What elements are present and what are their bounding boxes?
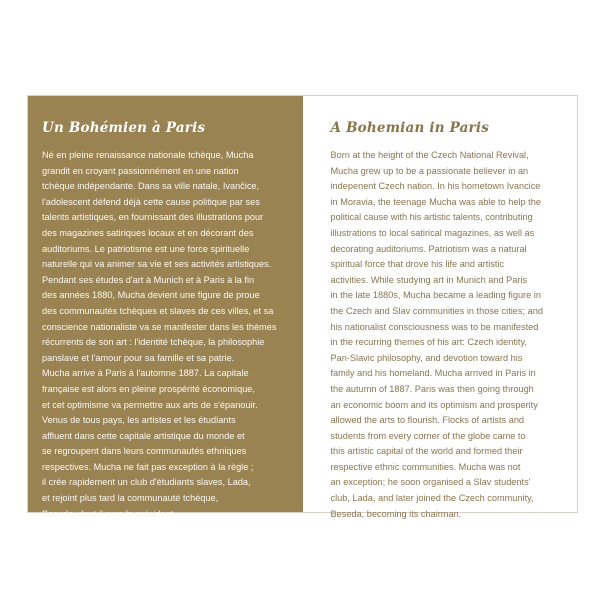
text-line: students from every corner of the globe came to xyxy=(330,430,526,441)
right-page-english xyxy=(303,96,578,519)
left-page-title: Un Bohémien à Paris xyxy=(42,120,206,136)
text-line: Mucha arrive à Paris à l'automne 1887. La capitale xyxy=(42,368,249,379)
text-line: grandit en croyant passionnément en une nation xyxy=(42,165,239,176)
book-spread xyxy=(27,95,578,519)
text-line: spiritual force that drove his life and artistic xyxy=(330,259,505,270)
right-page-body xyxy=(331,148,564,522)
text-line: an economic boom and its optimism and prosperity xyxy=(330,399,538,410)
text-line: allowed the arts to flourish. Flocks of artists and xyxy=(330,415,525,426)
text-line: respectives. Mucha ne fait pas exception à la règle ; xyxy=(42,461,254,472)
text-line: conscience nationaliste va se manifester dans les thèmes xyxy=(42,321,277,332)
text-line: l'adolescent défend déjà cette cause politique par ses xyxy=(42,196,260,207)
text-line: the autumn of 1887. Paris was then going through xyxy=(330,383,534,394)
text-line: indepenent Czech nation. In his hometown Ivancice xyxy=(330,181,541,192)
text-line: tchèque indépendante. Dans sa ville natale, Ivančice, xyxy=(42,181,260,192)
text-line: française est alors en pleine prospérité économique, xyxy=(42,383,255,394)
text-line: Pan-Slavic philosophy, and devotion toward his xyxy=(330,352,523,363)
text-line: club, Lada, and later joined the Czech community, xyxy=(330,493,534,504)
left-page-body xyxy=(42,148,289,522)
text-line: activities. While studying art in Munich and Paris xyxy=(330,274,528,285)
text-line: auditoriums. Le patriotisme est une force spirituelle xyxy=(42,243,250,254)
text-line: Pendant ses études d'art à Munich et à Paris à la fin xyxy=(42,274,255,285)
text-line: political cause with his artistic talents, contributing xyxy=(330,212,533,223)
text-line: respective ethnic communities. Mucha was not xyxy=(330,461,521,472)
text-line: Beseda, becoming its chairman. xyxy=(330,508,462,519)
text-line: Born at the height of the Czech National Revival, xyxy=(330,150,529,160)
left-page-french xyxy=(28,96,303,519)
text-line: et cet optimisme va permettre aux arts de s'épanouir. xyxy=(42,399,258,410)
text-line: et rejoint plus tard la communauté tchèque, xyxy=(42,493,219,504)
text-line: Né en pleine renaissance nationale tchèque, Mucha xyxy=(42,150,254,160)
text-line: des années 1880, Mucha devient une figure de proue xyxy=(42,290,260,301)
text-line: illustrations to local satirical magazines, as well as xyxy=(330,227,535,238)
text-line: Venus de tous pays, les artistes et les étudiants xyxy=(42,415,236,426)
text-line: Mucha grew up to be a passionate believer in an xyxy=(330,165,529,176)
text-line: this artistic capital of the world and formed their xyxy=(330,446,523,457)
text-line: talents artistiques, en fournissant des illustrations pour xyxy=(42,212,264,223)
text-line: an exception; he soon organised a Slav students' xyxy=(330,477,531,488)
text-line: decorating auditoriums. Patriotism was a natural xyxy=(330,243,527,254)
text-line: Beseda, dont il sera le président. xyxy=(42,508,176,519)
text-line: in the late 1880s, Mucha became a leading figure in xyxy=(330,290,541,301)
text-line: in Moravia, the teenage Mucha was able to help the xyxy=(330,196,541,207)
text-line: his nationalist consciousness was to be manifested xyxy=(330,321,539,332)
text-line: naturelle qui va animer sa vie et ses activités artistiques. xyxy=(42,259,272,270)
text-line: affluent dans cette capitale artistique du monde et xyxy=(42,430,245,441)
text-line: the Czech and Slav communities in those cities; and xyxy=(330,305,543,316)
text-line: des communautés tchèques et slaves de ces villes, et sa xyxy=(42,305,274,316)
text-line: family and his homeland. Mucha arrived in Paris in xyxy=(330,368,536,379)
text-line: panslave et l'amour pour sa famille et sa patrie. xyxy=(42,352,235,363)
text-line: récurrents de son art : l'identité tchèque, la philosophie xyxy=(42,337,265,348)
text-line: des magazines satiriques locaux et en décorant des xyxy=(42,227,254,238)
text-line: in the recurring themes of his art: Czech identity, xyxy=(330,337,527,348)
right-page-title: A Bohemian in Paris xyxy=(330,120,489,136)
text-line: il crée rapidement un club d'étudiants slaves, Lada, xyxy=(42,477,251,488)
text-line: se regroupent dans leurs communautés ethniques xyxy=(42,446,247,457)
